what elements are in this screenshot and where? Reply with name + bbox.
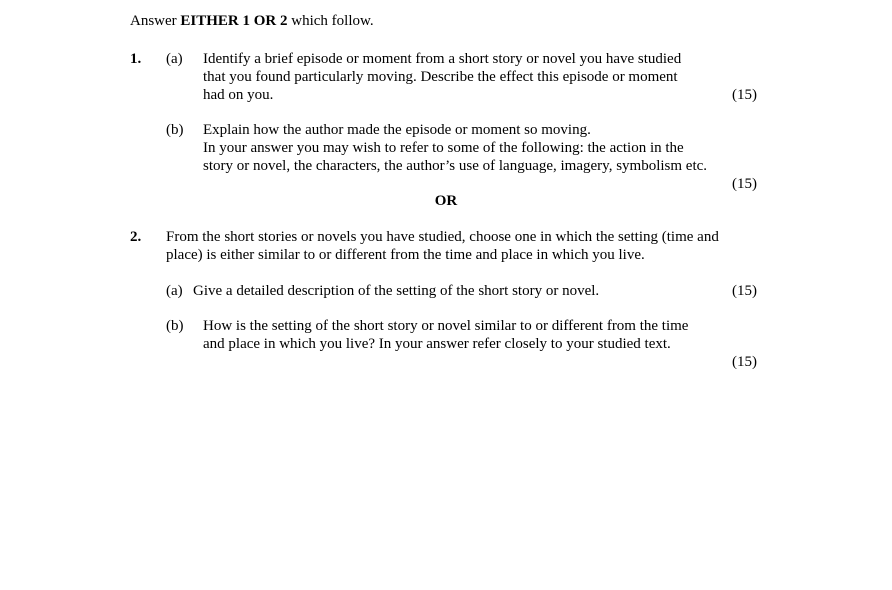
question-1a-line-2: that you found particularly moving. Describe the effect this episode or moment — [203, 69, 678, 85]
question-2-intro-line-2: place) is either similar to or different from the time and place in which you live. — [166, 247, 645, 263]
question-1-number: 1. — [130, 51, 142, 67]
question-2a-marks: (15) — [732, 283, 757, 299]
question-2b-marks: (15) — [732, 354, 757, 370]
instructions — [130, 12, 374, 30]
question-1b-label: (b) — [166, 122, 184, 138]
question-1a-marks: (15) — [732, 87, 757, 103]
question-1b-line-1: Explain how the author made the episode or moment so moving. — [203, 122, 591, 138]
question-1b-line-3: story or novel, the characters, the author’s use of language, imagery, symbolism etc. — [203, 158, 708, 174]
question-2a-text: Give a detailed description of the setting of the short story or novel. — [193, 283, 600, 299]
question-2-intro-line-1: From the short stories or novels you have studied, choose one in which the setting (time and — [166, 229, 719, 245]
instructions-suffix: which follow. — [287, 13, 374, 29]
question-2b-line-1: How is the setting of the short story or novel similar to or different from the time — [203, 318, 689, 334]
question-1b-line-2: In your answer you may wish to refer to some of the following: the action in the — [203, 140, 684, 156]
question-1a-line-1: Identify a brief episode or moment from a short story or novel you have studied — [203, 51, 682, 67]
question-1a-label: (a) — [166, 51, 183, 67]
question-2b-label: (b) — [166, 318, 184, 334]
or-divider: OR — [434, 193, 458, 209]
question-2b-line-2: and place in which you live? In your answer refer closely to your studied text. — [203, 336, 671, 352]
question-2-number: 2. — [130, 229, 142, 245]
question-2a-label: (a) — [166, 283, 183, 299]
instructions-bold: EITHER 1 OR 2 — [180, 13, 288, 29]
instructions-prefix: Answer — [130, 13, 181, 29]
question-1a-line-3: had on you. — [203, 87, 274, 103]
question-1b-marks: (15) — [732, 176, 757, 192]
